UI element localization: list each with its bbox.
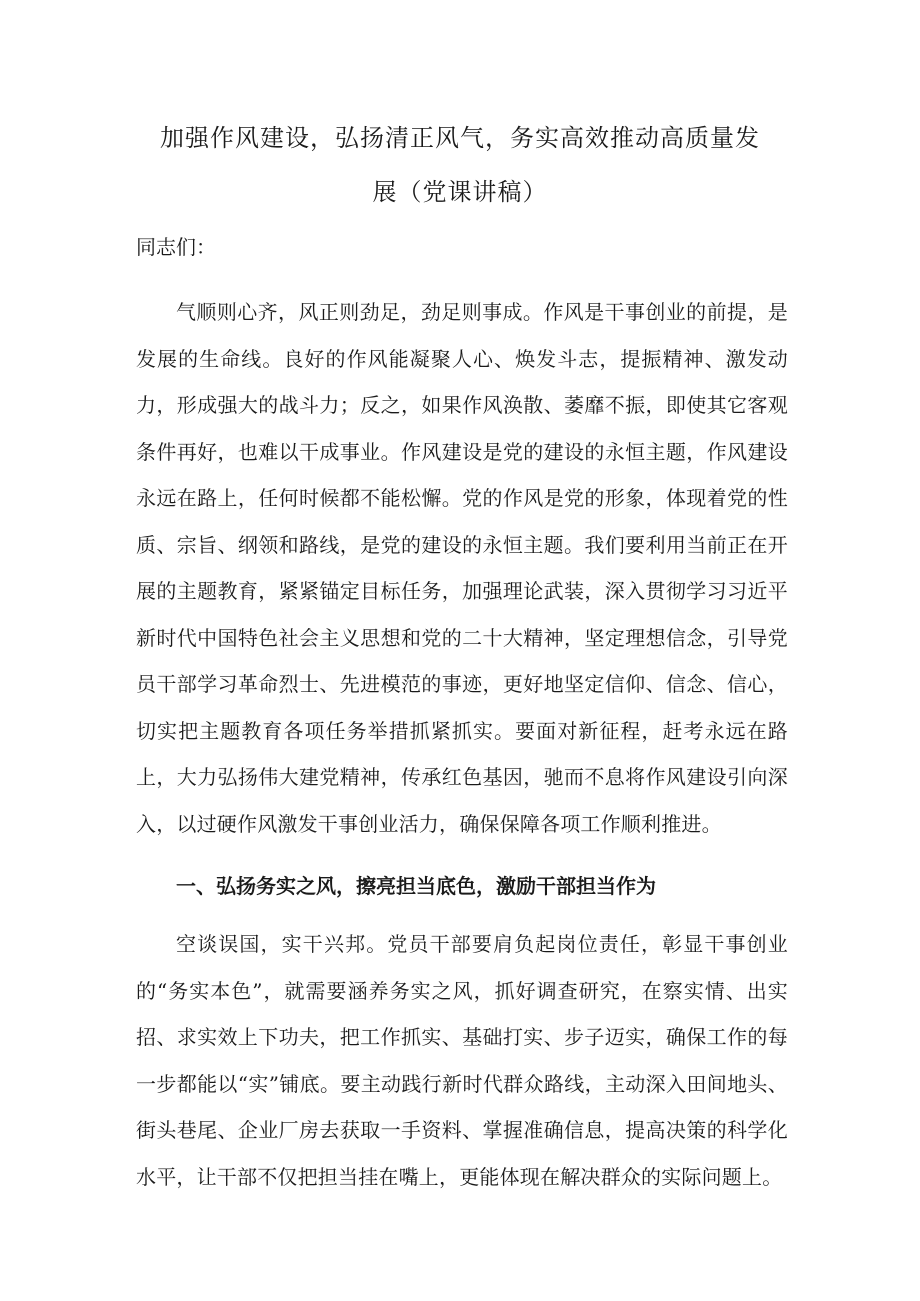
- salutation: 同志们：: [136, 235, 216, 259]
- body-paragraph-2: 空谈误国，实干兴邦。党员干部要肩负起岗位责任，彰显干事创业的“务实本色”，就需要涵养务实之风，抓好调查研究，在察实情、出实招、求实效上下功夫，把工作抓实、基础打实、步子迈实，确保工作的每一步都能以“实”铺底。要主动践行新时代群众路线，主动深入田间地头、街头巷尾、企业厂房去获取一手资料、掌握准确信息，提高决策的科学化水平，让干部不仅把担当挂在嘴上，更能体现在解决群众的实际问题上。: [136, 932, 788, 1189]
- document-title-line2: 展（党课讲稿）: [372, 178, 548, 206]
- section-heading-1: 一、弘扬务实之风，擦亮担当底色，激励干部担当作为: [176, 874, 656, 898]
- document-title-line1: 加强作风建设，弘扬清正风气，务实高效推动高质量发: [160, 124, 760, 152]
- body-paragraph-1: 气顺则心齐，风正则劲足，劲足则事成。作风是干事创业的前提，是发展的生命线。良好的作风能凝聚人心、焕发斗志，提振精神、激发动力，形成强大的战斗力；反之，如果作风涣散、萎靡不振，即使其它客观条件再好，也难以干成事业。作风建设是党的建设的永恒主题，作风建设永远在路上，任何时候都不能松懈。党的作风是党的形象，体现着党的性质、宗旨、纲领和路线，是党的建设的永恒主题。我们要利用当前正在开展的主题教育，紧紧锚定目标任务，加强理论武装，深入贯彻学习习近平新时代中国特色社会主义思想和党的二十大精神，坚定理想信念，引导党员干部学习革命烈士、先进模范的事迹，更好地坚定信仰、信念、信心，切实把主题教育各项任务举措抓紧抓实。要面对新征程，赶考永远在路上，大力弘扬伟大建党精神，传承红色基因，驰而不息将作风建设引向深入，以过硬作风激发干事创业活力，确保保障各项工作顺利推进。: [136, 300, 788, 836]
